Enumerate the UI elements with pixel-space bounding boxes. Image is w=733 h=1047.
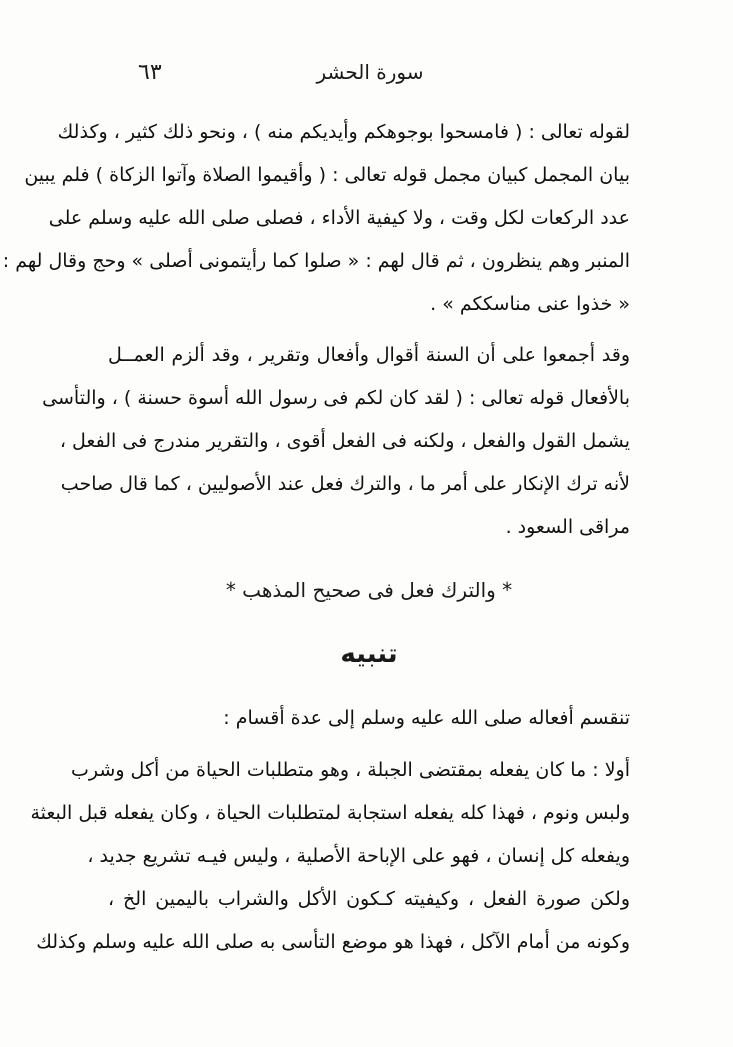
paragraph-3-line-3: ويفعله كل إنسان ، فهو على الإباحة الأصلية ، وليس فيـه تشريع جديد ، — [87, 845, 630, 867]
paragraph-2-line-4: لأنه ترك الإنكار على أمر ما ، والترك فعل عند الأصوليين ، كما قال صاحب — [60, 473, 630, 495]
paragraph-1-line-4: المنبر وهم ينظرون ، ثم قال لهم : « صلوا كما رأيتمونى أصلى » وحج وقال لهم : — [2, 250, 630, 272]
intro-paragraph — [108, 698, 630, 738]
paragraph-2-line-3: يشمل القول والفعل ، ولكنه فى الفعل أقوى ، والتقرير مندرج فى الفعل ، — [59, 430, 630, 452]
paragraph-3-line-1: أولا : ما كان يفعله بمقتضى الجبلة ، وهو متطلبات الحياة من أكل وشرب — [71, 759, 630, 781]
paragraph-3-line-4: ولكن صورة الفعل ، وكيفيته كـكون الأكل والشراب باليمين الخ ، — [108, 888, 630, 910]
paragraph-1-line-2: بيان المجمل كبيان مجمل قوله تعالى : ( وأقيموا الصلاة وآتوا الزكاة ) فلم يبين — [24, 164, 630, 186]
intro-line: تنقسم أفعاله صلى الله عليه وسلم إلى عدة أقسام : — [223, 707, 630, 729]
paragraph-3-line-2: ولبس ونوم ، فهذا كله يفعله استجابة لمتطلبات الحياة ، وكان يفعله قبل البعثة — [30, 802, 630, 824]
paragraph-3 — [30, 750, 630, 965]
page-header — [120, 58, 620, 94]
paragraph-1-line-3: عدد الركعات لكل وقت ، ولا كيفية الأداء ، فصلى صلى الله عليه وسلم على — [48, 207, 630, 229]
section-heading: تنبيه — [340, 639, 398, 669]
paragraph-1-line-1: لقوله تعالى : ( فامسحوا بوجوهكم وأيديكم منه ) ، ونحو ذلك كثير ، وكذلك — [57, 121, 630, 143]
page-number: ٦٣ — [138, 60, 162, 85]
poetic-verse: * والترك فعل فى صحيح المذهب * — [225, 578, 513, 602]
paragraph-2-line-2: بالأفعال قوله تعالى : ( لقد كان لكم فى رسول الله أسوة حسنة ) ، والتأسى — [42, 387, 630, 409]
paragraph-1 — [2, 112, 630, 322]
paragraph-2-line-1: وقد أجمعوا على أن السنة أقوال وأفعال وتقرير ، وقد ألزم العمــل — [108, 344, 630, 366]
paragraph-2 — [42, 335, 630, 550]
paragraph-3-line-5: وكونه من أمام الآكل ، فهذا هو موضع التأسى به صلى الله عليه وسلم وكذلك — [36, 931, 630, 953]
paragraph-1-line-5: « خذوا عنى مناسككم » . — [430, 293, 630, 315]
surah-title: سورة الحشر — [316, 60, 424, 84]
paragraph-2-line-5: مراقى السعود . — [505, 516, 630, 538]
